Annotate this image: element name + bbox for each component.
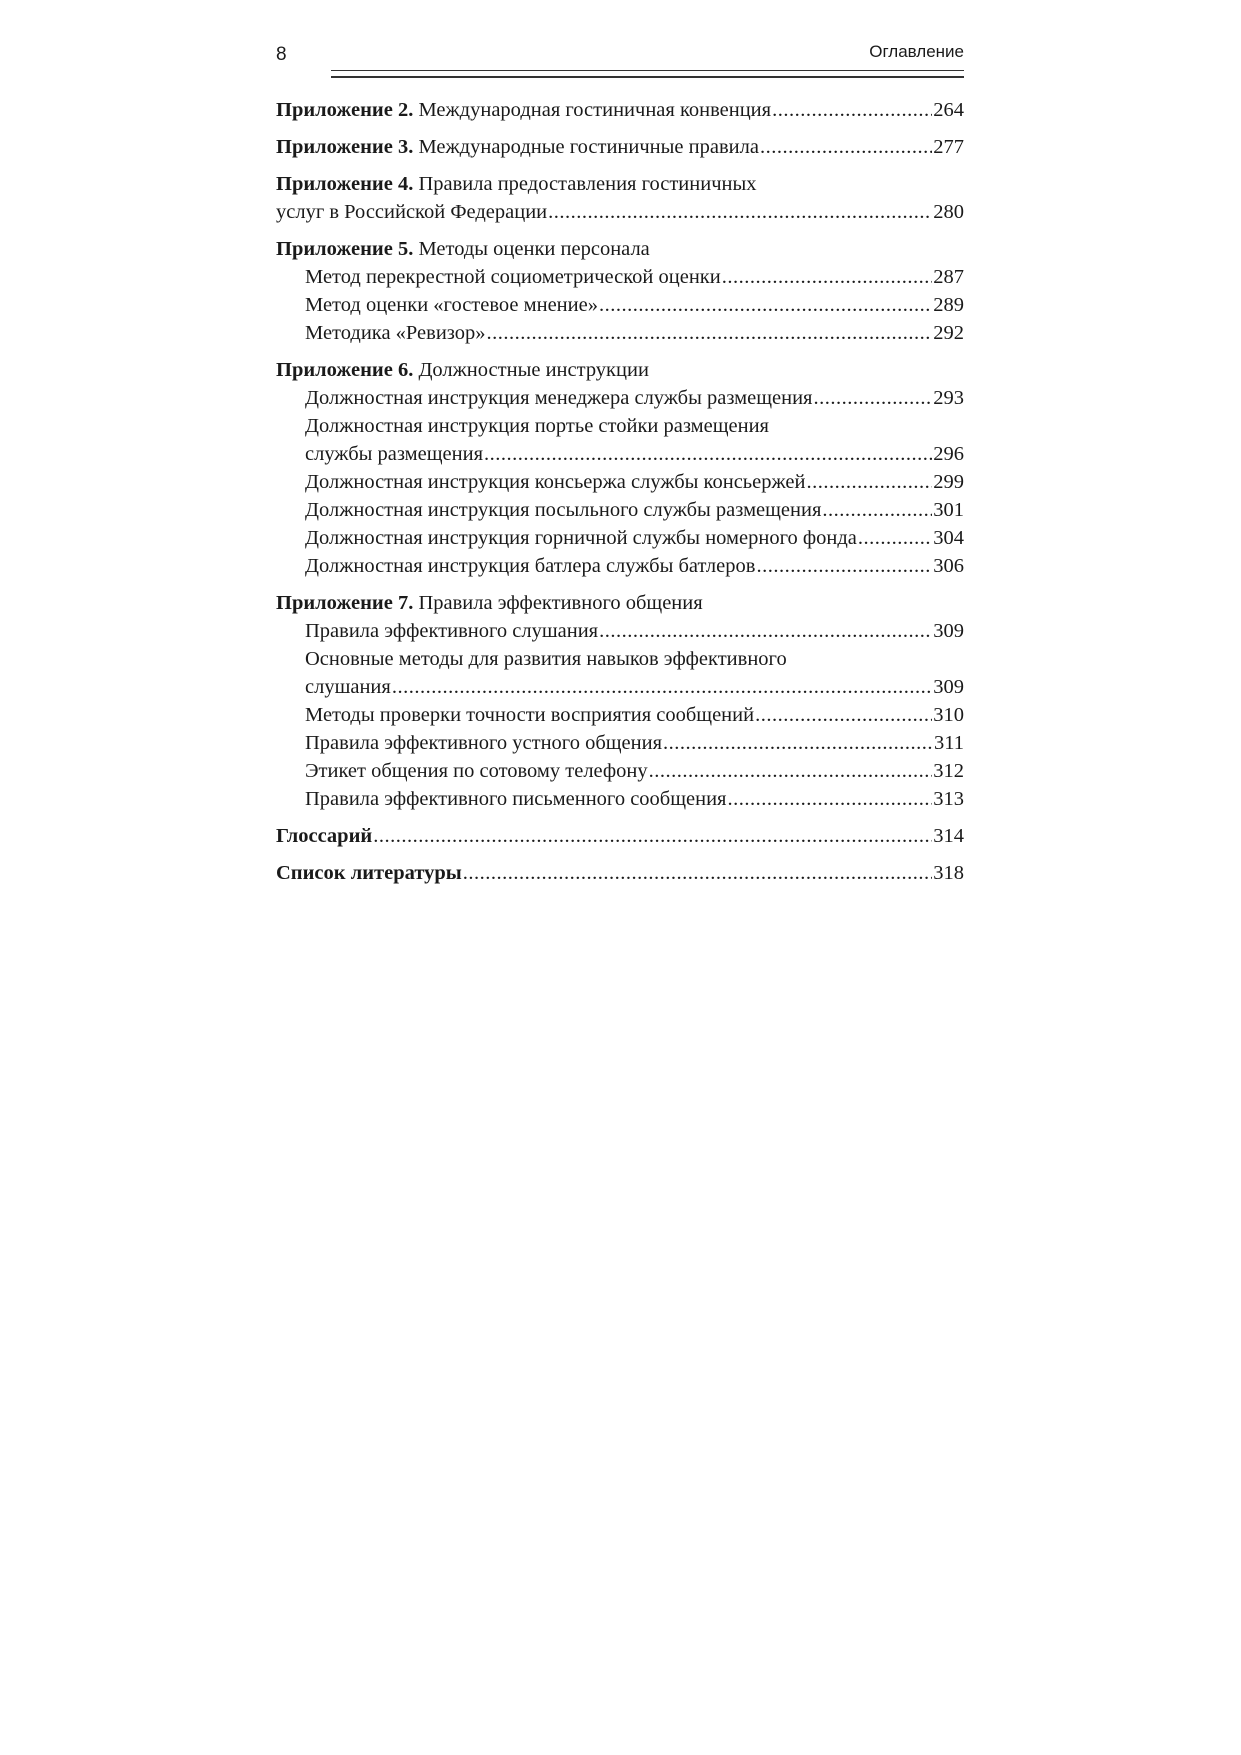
entry-title: Правила эффективного общения [418, 592, 703, 614]
subentry-title: Должностная инструкция консьержа службы консьержей [305, 471, 806, 493]
subentry-title: Должностная инструкция менеджера службы размещения [305, 387, 813, 409]
entry-title: Международная гостиничная конвенция [418, 99, 772, 121]
page-ref: 299 [933, 471, 964, 493]
leader-dots [722, 263, 933, 291]
toc-subentry[interactable] [305, 263, 964, 291]
toc-subentry[interactable] [305, 785, 964, 813]
subentry-title: Методы проверки точности восприятия сообщений [305, 704, 755, 726]
subentry-title: Метод перекрестной социометрической оценки [305, 266, 721, 288]
toc-subentry[interactable] [305, 496, 964, 524]
leader-dots [772, 96, 932, 124]
subentry-title-line2: слушания [305, 676, 391, 698]
entry-title: Методы оценки персонала [418, 238, 650, 260]
leader-dots [649, 757, 933, 785]
toc-entry-appendix-3[interactable] [276, 133, 964, 161]
running-title: Оглавление [869, 42, 964, 61]
leader-dots [392, 673, 932, 701]
page-ref: 313 [933, 788, 964, 810]
page-ref: 311 [934, 732, 964, 754]
page-ref: 310 [933, 704, 964, 726]
table-of-contents [276, 96, 964, 896]
toc-subentry[interactable] [305, 468, 964, 496]
toc-subentry[interactable] [305, 757, 964, 785]
page-header [276, 40, 964, 80]
page-ref: 277 [933, 136, 964, 158]
subentry-title-line1: Основные методы для развития навыков эффективного [305, 648, 787, 670]
entry-label: Приложение 3. [276, 136, 414, 158]
toc-entry-references[interactable] [276, 859, 964, 887]
subentry-title: Должностная инструкция батлера службы батлеров [305, 555, 756, 577]
leader-dots [487, 319, 933, 347]
toc-subentry[interactable] [305, 701, 964, 729]
toc-subentry[interactable] [305, 617, 964, 645]
toc-entry-appendix-2[interactable] [276, 96, 964, 124]
leader-dots [727, 785, 932, 813]
leader-dots [484, 440, 932, 468]
page-ref: 264 [933, 99, 964, 121]
entry-label: Приложение 4. [276, 173, 414, 195]
leader-dots [858, 524, 932, 552]
leader-dots [599, 617, 932, 645]
leader-dots [822, 496, 932, 524]
leader-dots [663, 729, 933, 757]
leader-dots [599, 291, 932, 319]
entry-label: Приложение 6. [276, 359, 414, 381]
entry-title-line2: услуг в Российской Федерации [276, 201, 548, 223]
leader-dots [755, 701, 932, 729]
page-number: 8 [276, 44, 287, 65]
toc-entry-appendix-6 [276, 356, 964, 580]
page-ref: 301 [933, 499, 964, 521]
toc-entry-appendix-5 [276, 235, 964, 347]
page-ref: 287 [933, 266, 964, 288]
toc-entry-appendix-7 [276, 589, 964, 813]
page-ref: 314 [933, 825, 964, 847]
page-ref: 312 [933, 760, 964, 782]
toc-subentry[interactable] [305, 412, 964, 468]
subentry-title-line1: Должностная инструкция портье стойки размещения [305, 415, 769, 437]
leader-dots [756, 552, 932, 580]
entry-label: Список литературы [276, 862, 462, 884]
toc-subentry[interactable] [305, 384, 964, 412]
subentry-title: Правила эффективного устного общения [305, 732, 663, 754]
toc-subentry[interactable] [305, 552, 964, 580]
toc-entry-glossary[interactable] [276, 822, 964, 850]
toc-entry-appendix-4[interactable] [276, 170, 964, 226]
page-ref: 296 [933, 443, 964, 465]
leader-dots [463, 859, 932, 887]
subentry-title: Методика «Ревизор» [305, 322, 486, 344]
subentry-title: Этикет общения по сотовому телефону [305, 760, 648, 782]
page-ref: 293 [933, 387, 964, 409]
subentry-title: Должностная инструкция посыльного службы размещения [305, 499, 822, 521]
entry-title-line1: Правила предоставления гостиничных [418, 173, 757, 195]
leader-dots [814, 384, 933, 412]
subentry-title: Должностная инструкция горничной службы номерного фонда [305, 527, 857, 549]
toc-subentry[interactable] [305, 319, 964, 347]
leader-dots [373, 822, 932, 850]
page-ref: 289 [933, 294, 964, 316]
leader-dots [760, 133, 932, 161]
entry-label: Приложение 5. [276, 238, 414, 260]
page-ref: 280 [933, 201, 964, 223]
entry-label: Приложение 2. [276, 99, 414, 121]
subentry-title: Метод оценки «гостевое мнение» [305, 294, 598, 316]
toc-subentry[interactable] [305, 729, 964, 757]
page-ref: 318 [933, 862, 964, 884]
leader-dots [548, 198, 932, 226]
entry-label: Глоссарий [276, 825, 373, 847]
page-ref: 306 [933, 555, 964, 577]
page-ref: 304 [933, 527, 964, 549]
leader-dots [806, 468, 932, 496]
entry-label: Приложение 7. [276, 592, 414, 614]
entry-title: Должностные инструкции [418, 359, 649, 381]
page-ref: 292 [933, 322, 964, 344]
subentry-title-line2: службы размещения [305, 443, 484, 465]
subentry-title: Правила эффективного слушания [305, 620, 599, 642]
entry-title: Международные гостиничные правила [418, 136, 759, 158]
page-ref: 309 [933, 620, 964, 642]
toc-subentry[interactable] [305, 291, 964, 319]
subentry-title: Правила эффективного письменного сообщения [305, 788, 727, 810]
toc-subentry[interactable] [305, 645, 964, 701]
page-ref: 309 [933, 676, 964, 698]
toc-subentry[interactable] [305, 524, 964, 552]
header-rule [331, 70, 964, 78]
